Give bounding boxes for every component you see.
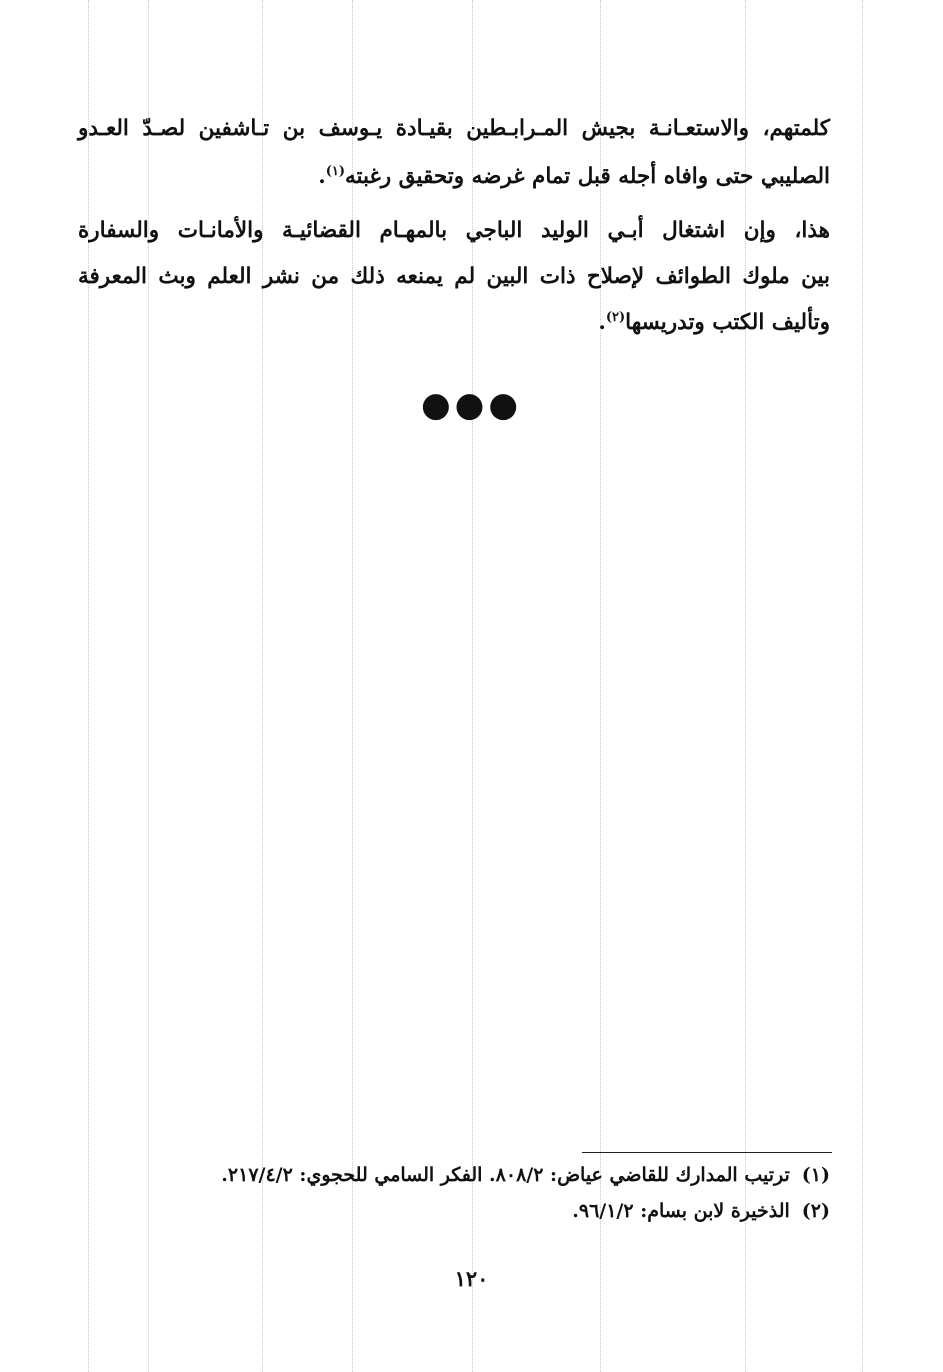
paragraph-1-line-2-text: الصليبي حتى وافاه أجله قبل تمام غرضه وتحقيق رغبته [345, 164, 830, 189]
paragraph-1-end-mark: . [318, 164, 326, 189]
paragraph-2-line-3 [78, 310, 830, 335]
paragraph-1-line-1: كلمتهم، والاستعـانـة بجيش المـرابـطين بقيـادة يـوسف بن تـاشفين لصـدّ العـدو [78, 116, 830, 141]
paragraph-2-line-3-text: وتأليف الكتب وتدريسها [625, 310, 830, 335]
scan-guide-line [862, 0, 863, 1372]
scan-guide-line [88, 0, 89, 1372]
footnote-2 [140, 1200, 830, 1222]
page-number: ١٢٠ [454, 1266, 489, 1291]
paragraph-1-line-2 [78, 164, 830, 189]
footnote-1 [140, 1164, 830, 1186]
footnote-1-marker: (١) [801, 1164, 830, 1186]
paragraph-2-line-1: هذا، وإن اشتغال أبـي الوليد الباجي بالمهـام القضائيـة والأمانـات والسفارة [78, 218, 830, 243]
paragraph-2-end-mark: . [598, 310, 606, 335]
section-separator: ●●● [420, 385, 522, 425]
footnote-reference-1: (١) [325, 163, 345, 179]
footnote-2-text: الذخيرة لابن بسام: ٩٦/١/٢. [572, 1200, 790, 1222]
footnote-2-marker: (٢) [801, 1200, 830, 1222]
footnote-reference-2: (٢) [605, 309, 626, 325]
paragraph-2-line-2: بين ملوك الطوائف لإصلاح ذات البين لم يمنعه ذلك من نشر العلم وبث المعرفة [78, 264, 830, 289]
footnote-1-text: ترتيب المدارك للقاضي عياض: ٨٠٨/٢. الفكر السامي للحجوي: ٢١٧/٤/٢. [221, 1164, 790, 1186]
footnote-rule [582, 1152, 832, 1153]
